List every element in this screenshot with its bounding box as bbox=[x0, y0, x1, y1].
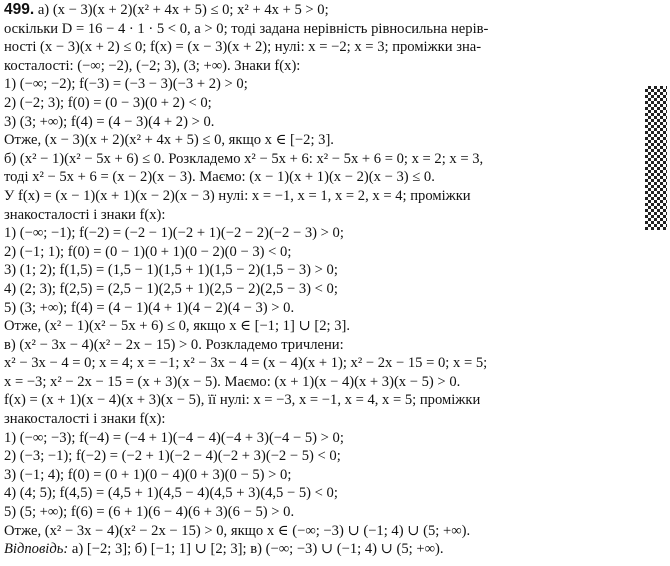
text-line-18: Отже, (x² − 1)(x² − 5x + 6) ≤ 0, якщо x ∈ [−1; 1] ∪ [2; 3]. bbox=[4, 318, 351, 335]
text-line-16: 4) (2; 3); f(2,5) = (2,5 − 1)(2,5 + 1)(2,5 − 2)(2,5 − 3) < 0; bbox=[4, 280, 338, 297]
text-line-25: 2) (−3; −1); f(−2) = (−2 + 1)(−2 − 4)(−2 + 3)(−2 − 5) < 0; bbox=[4, 448, 341, 465]
solution-text bbox=[4, 1, 644, 559]
text-line-4: косталості: (−∞; −2), (−2; 3), (3; +∞). Знаки f(x): bbox=[4, 57, 301, 74]
text-line-2: оскільки D = 16 − 4 · 1 · 5 < 0, a > 0; тоді задана нерівність рівносильна нерів- bbox=[4, 20, 489, 37]
text-line-27: 4) (4; 5); f(4,5) = (4,5 + 1)(4,5 − 4)(4,5 + 3)(4,5 − 5) < 0; bbox=[4, 485, 338, 502]
answer-label: Відповідь: bbox=[4, 541, 69, 558]
text-line-21: x = −3; x² − 2x − 15 = (x + 3)(x − 5). Маємо: (x + 1)(x − 4)(x + 3)(x − 5) > 0. bbox=[4, 373, 461, 390]
text-line-12: знакосталості і знаки f(x): bbox=[4, 206, 166, 223]
text-line-26: 3) (−1; 4); f(0) = (0 + 1)(0 − 4)(0 + 3)(0 − 5) > 0; bbox=[4, 466, 292, 483]
text-line-15: 3) (1; 2); f(1,5) = (1,5 − 1)(1,5 + 1)(1,5 − 2)(1,5 − 3) > 0; bbox=[4, 262, 338, 279]
text-line-1 bbox=[4, 1, 644, 20]
text-line-7: 3) (3; +∞); f(4) = (4 − 3)(4 + 2) > 0. bbox=[4, 113, 215, 130]
text-line-20: x² − 3x − 4 = 0; x = 4; x = −1; x² − 3x − 4 = (x − 4)(x + 1); x² − 2x − 15 = 0; x = 5; bbox=[4, 355, 488, 372]
text-line-13: 1) (−∞; −1); f(−2) = (−2 − 1)(−2 + 1)(−2 − 2)(−2 − 3) > 0; bbox=[4, 225, 344, 242]
text-line-6: 2) (−2; 3); f(0) = (0 − 3)(0 + 2) < 0; bbox=[4, 94, 212, 111]
text-line-9: б) (x² − 1)(x² − 5x + 6) ≤ 0. Розкладемо x² − 5x + 6: x² − 5x + 6 = 0; x = 2; x = 3, bbox=[4, 150, 484, 167]
text-line-3: ності (x − 3)(x + 2) ≤ 0; f(x) = (x − 3)(x + 2); нулі: x = −2; x = 3; проміжки зна- bbox=[4, 39, 482, 56]
text-line-5: 1) (−∞; −2); f(−3) = (−3 − 3)(−3 + 2) > 0; bbox=[4, 76, 248, 93]
line-text: а) (x − 3)(x + 2)(x² + 4x + 5) ≤ 0; x² + 4x + 5 > 0; bbox=[37, 2, 329, 18]
problem-number: 499. bbox=[4, 1, 35, 18]
text-line-23: знакосталості і знаки f(x): bbox=[4, 411, 166, 428]
text-line-17: 5) (3; +∞); f(4) = (4 − 1)(4 + 1)(4 − 2)(4 − 3) > 0. bbox=[4, 299, 295, 316]
text-line-22: f(x) = (x + 1)(x − 4)(x + 3)(x − 5), її нулі: x = −3, x = −1, x = 4, x = 5; проміжки bbox=[4, 392, 481, 409]
text-line-29: Отже, (x² − 3x − 4)(x² − 2x − 15) > 0, якщо x ∈ (−∞; −3) ∪ (−1; 4) ∪ (5; +∞). bbox=[4, 522, 471, 539]
answer-line bbox=[4, 540, 644, 559]
answer-text: а) [−2; 3]; б) [−1; 1] ∪ [2; 3]; в) (−∞; −3) ∪ (−1; 4) ∪ (5; +∞). bbox=[68, 541, 444, 558]
text-line-14: 2) (−1; 1); f(0) = (0 − 1)(0 + 1)(0 − 2)(0 − 3) < 0; bbox=[4, 243, 292, 260]
text-line-28: 5) (5; +∞); f(6) = (6 + 1)(6 − 4)(6 + 3)(6 − 5) > 0. bbox=[4, 504, 295, 521]
margin-checker-strip bbox=[645, 86, 667, 230]
text-line-11: У f(x) = (x − 1)(x + 1)(x − 2)(x − 3) нулі: x = −1, x = 1, x = 2, x = 4; проміжки bbox=[4, 187, 471, 204]
text-line-24: 1) (−∞; −3); f(−4) = (−4 + 1)(−4 − 4)(−4 + 3)(−4 − 5) > 0; bbox=[4, 429, 344, 446]
text-line-8: Отже, (x − 3)(x + 2)(x² + 4x + 5) ≤ 0, якщо x ∈ [−2; 3]. bbox=[4, 132, 334, 149]
text-line-19: в) (x² − 3x − 4)(x² − 2x − 15) > 0. Розкладемо тричлени: bbox=[4, 336, 344, 353]
text-line-10: тоді x² − 5x + 6 = (x − 2)(x − 3). Маємо: (x − 1)(x + 1)(x − 2)(x − 3) ≤ 0. bbox=[4, 169, 435, 186]
